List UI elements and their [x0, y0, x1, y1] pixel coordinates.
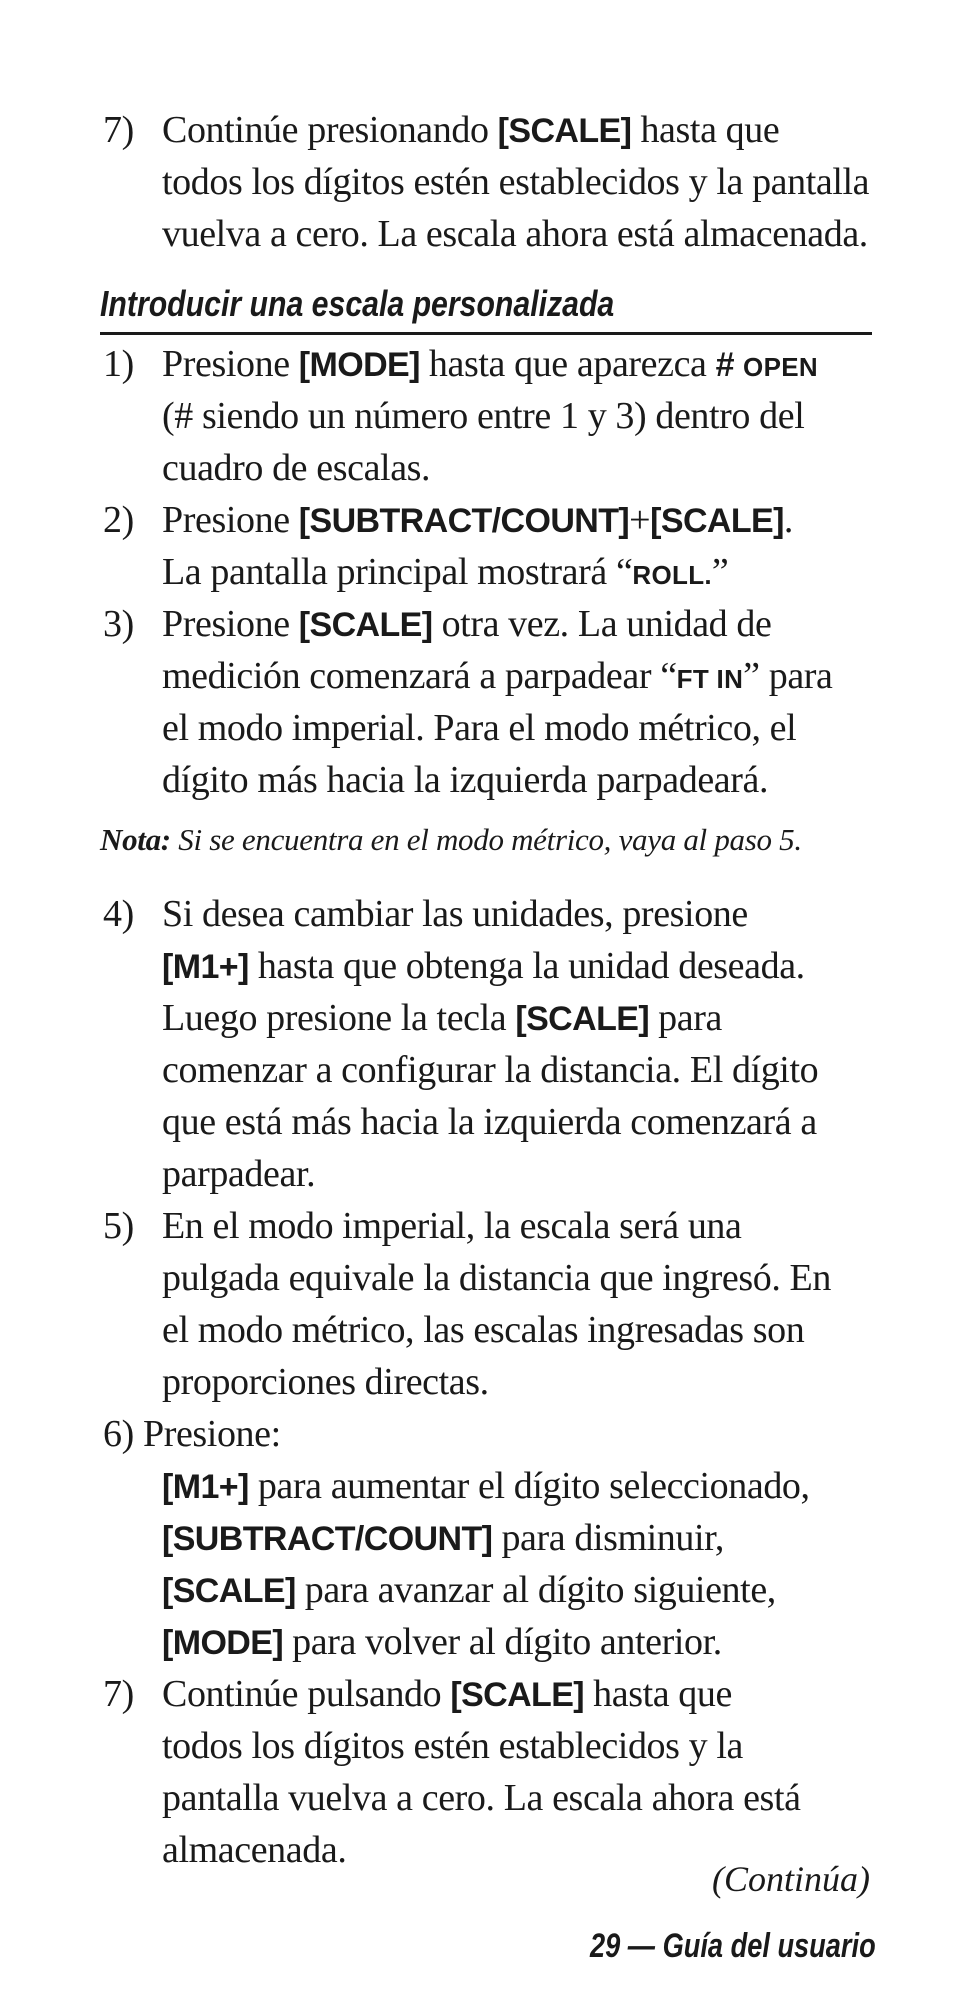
subtract-count-key: [SUBTRACT/COUNT]: [162, 1520, 493, 1558]
display-ft-in: FT IN: [676, 664, 744, 694]
note: Nota: Si se encuentra en el modo métrico, vaya al paso 5.: [100, 822, 802, 857]
scale-key: [SCALE]: [497, 112, 632, 150]
step-number: 7): [103, 109, 134, 151]
manual-page: 7) Continúe presionando [SCALE] hasta que todos los dígitos estén establecidos y la pantalla vuelva a cero. La escala ahora está almacenada. Introducir una escala personalizada 1) Presione [MODE] hasta que aparezca # OPEN (# siendo un número entre 1 y 3) dentro del cuadro de escalas. 2) Presione [SUBTRACT/COUNT]+[SCALE]. La pantalla principal mostrará “ROLL.” 3) Presione [SCALE] otra vez. La unidad de medición comenzará a parpadear “FT IN” para el modo imperial. Para el modo métrico, el dígito más hacia la izquierda parpadeará. Nota: Si se encuentra en el modo métrico, vaya al paso 5. 4) Si desea cambiar las unidades, presione [M1+] hasta que obtenga la unidad deseada. Luego presione la tecla [SCALE] para comenzar a configurar la distancia. El dígito que está más hacia la izquierda comenzará a parpadear. 5) En el modo imperial, la escala será una pulgada equivale la distancia que ingresó. En el modo métrico, las escalas ingresadas son proporciones directas. 6) Presione: [M1+] para aumentar el dígito seleccionado, [SUBTRACT/COUNT] para disminuir, [SCALE] para avanzar al dígito siguiente, [MODE] para volver al dígito anterior. 7) Continúe pulsando [SCALE] hasta que todos los dígitos estén establecidos y la pantalla vuelva a cero. La escala ahora está almacenada. (Continúa) 29 — Guía del usuario: [0, 0, 954, 2009]
mode-key: [MODE]: [162, 1624, 284, 1662]
page-footer: 29 — Guía del usuario: [590, 1927, 876, 1965]
scale-key: [SCALE]: [450, 1676, 585, 1714]
display-roll: ROLL.: [632, 560, 712, 590]
section-heading: Introducir una escala personalizada: [100, 283, 615, 324]
scale-key: [SCALE]: [298, 606, 433, 644]
scale-key: [SCALE]: [515, 1000, 650, 1038]
scale-key: [SCALE]: [650, 502, 784, 540]
note-label: Nota:: [100, 822, 171, 857]
m1-plus-key: [M1+]: [162, 948, 249, 986]
continued-label: (Continúa): [712, 1859, 870, 1899]
mode-key: [MODE]: [298, 346, 420, 384]
scale-key: [SCALE]: [162, 1572, 296, 1610]
subtract-count-key: [SUBTRACT/COUNT]: [298, 502, 630, 540]
m1-plus-key: [M1+]: [162, 1468, 249, 1506]
heading-rule: [100, 332, 872, 335]
display-open: OPEN: [743, 352, 818, 382]
